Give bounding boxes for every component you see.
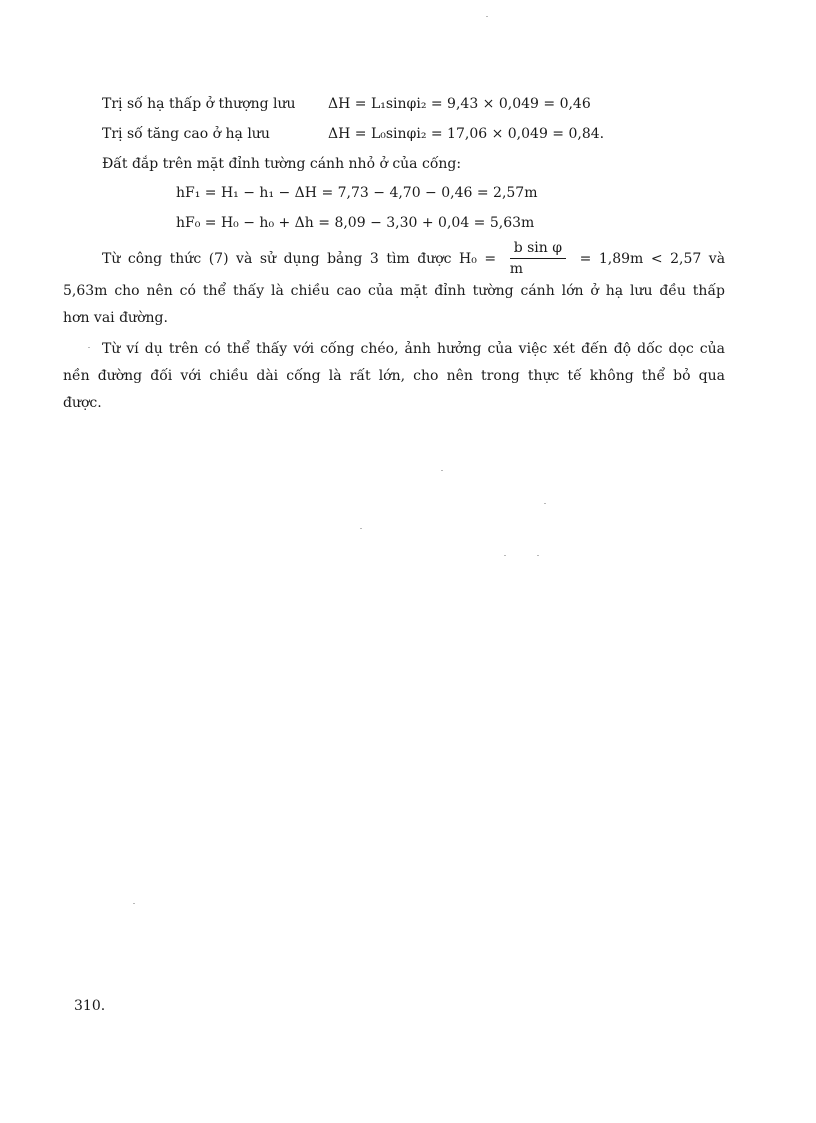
raising-downstream-formula: ΔH = L₀sinφi₂ = 17,06 × 0,049 = 0,84.: [328, 126, 605, 142]
scan-speck: [537, 555, 539, 556]
paragraph-1-result-text: = 1,89m < 2,57 và: [579, 251, 726, 267]
fill-heading: Đất đắp trên mặt đỉnh tường cánh nhỏ ở của cống:: [102, 156, 462, 172]
paragraph-1-intro-text: Từ công thức (7) và sử dụng bảng 3 tìm được: [102, 251, 452, 267]
scan-speck: [88, 347, 90, 348]
fraction-numerator: b sin φ: [510, 240, 566, 259]
fraction-denominator: m: [509, 261, 523, 277]
paragraph-1-line-1: [63, 240, 725, 278]
raising-downstream-label: Trị số tăng cao ở hạ lưu: [102, 126, 270, 142]
paragraph-1-line-2: 5,63m cho nên có thể thấy là chiều cao của mặt đỉnh tường cánh lớn ở hạ lưu đều thấp: [63, 283, 725, 299]
paragraph-2-line-3: được.: [63, 395, 102, 411]
formula-hf-upstream: hF₁ = H₁ − h₁ − ΔH = 7,73 − 4,70 − 0,46 = 2,57m: [176, 185, 538, 201]
paragraph-2-line-2: nền đường đối với chiều dài cống là rất lớn, cho nên trong thực tế không thể bỏ qua: [63, 368, 725, 384]
lowering-upstream-line: [102, 94, 591, 114]
lowering-upstream-formula: ΔH = L₁sinφi₂ = 9,43 × 0,049 = 0,46: [328, 96, 591, 112]
paragraph-2-line-1: Từ ví dụ trên có thể thấy với cống chéo, ảnh hưởng của việc xét đến độ dốc dọc của: [102, 341, 725, 357]
page-number: 310.: [74, 998, 106, 1014]
scan-speck: [486, 16, 488, 17]
scan-speck: [441, 470, 443, 471]
fraction-b-sin-phi-over-m: [510, 240, 566, 278]
scan-speck: [504, 555, 506, 556]
formula-h0-lhs: H₀ =: [459, 251, 497, 267]
scan-speck: [544, 503, 546, 504]
paragraph-formula-conclusion: [63, 240, 725, 332]
paragraph-skewed-culvert-note: [63, 336, 725, 417]
scan-speck: [360, 528, 362, 529]
raising-downstream-line: [102, 124, 604, 144]
paragraph-1-line-3: hơn vai đường.: [63, 310, 168, 326]
lowering-upstream-label: Trị số hạ thấp ở thượng lưu: [102, 96, 296, 112]
formula-hf-downstream: hF₀ = H₀ − h₀ + Δh = 8,09 − 3,30 + 0,04 = 5,63m: [176, 215, 535, 231]
scan-speck: [133, 903, 135, 904]
